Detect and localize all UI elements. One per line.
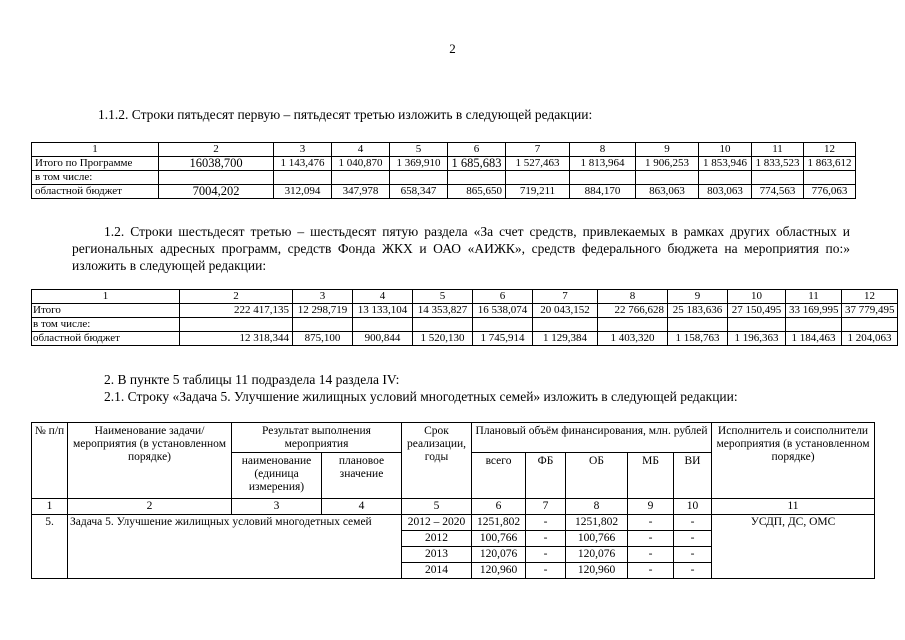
table-cell: 1 833,523 [752, 157, 804, 171]
header-finance: Плановый объём финансирования, млн. рублей [472, 423, 712, 453]
index-cell: 8 [566, 499, 628, 515]
table-cell: 865,650 [448, 185, 506, 199]
table-header-cell: 3 [293, 290, 353, 304]
table-cell: областной бюджет [32, 332, 180, 346]
table-header-cell: 1 [32, 290, 180, 304]
vi-cell: - [674, 547, 712, 563]
table-cell: 1 184,463 [786, 332, 842, 346]
table-header-cell: 5 [413, 290, 473, 304]
table-header-cell: 2 [180, 290, 293, 304]
table-cell: 1 853,946 [699, 157, 752, 171]
mb-cell: - [628, 547, 674, 563]
fb-cell: - [526, 547, 566, 563]
vi-cell: - [674, 563, 712, 579]
table-cell: 658,347 [390, 185, 448, 199]
table-cell: 25 183,636 [668, 304, 728, 318]
table-cell: 14 353,827 [413, 304, 473, 318]
table-header-cell: 11 [752, 143, 804, 157]
table-cell: в том числе: [32, 171, 159, 185]
table-header-cell: 1 [32, 143, 159, 157]
section-2-heading: 2. В пункте 5 таблицы 11 подраздела 14 раздела IV: [104, 372, 400, 387]
table-header-cell: 4 [332, 143, 390, 157]
index-cell: 11 [712, 499, 875, 515]
table-row [32, 332, 898, 346]
fb-cell: - [526, 563, 566, 579]
table-cell: 7004,202 [159, 185, 274, 199]
table-cell: 1 158,763 [668, 332, 728, 346]
index-cell: 1 [32, 499, 68, 515]
table-header-cell: 10 [699, 143, 752, 157]
table-cell: 33 169,995 [786, 304, 842, 318]
header-num: № п/п [32, 423, 68, 499]
table-cell: 1 745,914 [473, 332, 533, 346]
table-header-row [32, 423, 875, 453]
index-cell: 2 [68, 499, 232, 515]
table-cell: 16 538,074 [473, 304, 533, 318]
table-header-cell: 8 [570, 143, 636, 157]
table-row [32, 171, 856, 185]
table-cell: 1 813,964 [570, 157, 636, 171]
header-mb: МБ [628, 453, 674, 499]
table-header-cell: 6 [448, 143, 506, 157]
header-fb: ФБ [526, 453, 566, 499]
table-header-cell: 2 [159, 143, 274, 157]
header-result: Результат выполнения мероприятия [232, 423, 402, 453]
table-cell: 16038,700 [159, 157, 274, 171]
term-cell: 2013 [402, 547, 472, 563]
index-cell: 4 [322, 499, 402, 515]
table-row [32, 185, 856, 199]
table-cell: 27 150,495 [728, 304, 786, 318]
table-header-cell: 11 [786, 290, 842, 304]
table-cell: 1 527,463 [506, 157, 570, 171]
header-task-name: Наименование задачи/мероприятия (в установленном порядке) [68, 423, 232, 499]
header-ob: ОБ [566, 453, 628, 499]
table-cell: 1 040,870 [332, 157, 390, 171]
index-cell: 5 [402, 499, 472, 515]
ob-cell: 120,076 [566, 547, 628, 563]
ob-cell: 100,766 [566, 531, 628, 547]
table-cell: 884,170 [570, 185, 636, 199]
table-row [32, 157, 856, 171]
table-cell: 1 143,476 [274, 157, 332, 171]
table-cell: в том числе: [32, 318, 180, 332]
header-total: всего [472, 453, 526, 499]
header-vi: ВИ [674, 453, 712, 499]
header-result-plan: плановое значение [322, 453, 402, 499]
table-cell: 863,063 [636, 185, 699, 199]
table-header-row [32, 143, 856, 157]
table-row [32, 515, 875, 531]
table-cell: 22 766,628 [598, 304, 668, 318]
index-cell: 10 [674, 499, 712, 515]
header-executors: Исполнитель и соисполнители мероприятия (в установленном порядке) [712, 423, 875, 499]
table-header-cell: 3 [274, 143, 332, 157]
table-cell: 12 318,344 [180, 332, 293, 346]
table-cell: 347,978 [332, 185, 390, 199]
table-cell: 1 520,130 [413, 332, 473, 346]
table-header-row [32, 290, 898, 304]
table-header-cell: 12 [842, 290, 898, 304]
term-cell: 2012 [402, 531, 472, 547]
mb-cell: - [628, 531, 674, 547]
index-cell: 3 [232, 499, 322, 515]
table-cell: 774,563 [752, 185, 804, 199]
page-number: 2 [449, 41, 456, 56]
total-cell: 120,960 [472, 563, 526, 579]
mb-cell: - [628, 563, 674, 579]
table-cell: 1 863,612 [804, 157, 856, 171]
table-row [32, 318, 898, 332]
vi-cell: - [674, 515, 712, 531]
header-term: Срок реализации, годы [402, 423, 472, 499]
total-cell: 120,076 [472, 547, 526, 563]
table-row [32, 304, 898, 318]
table-cell: 776,063 [804, 185, 856, 199]
table-cell: 20 043,152 [533, 304, 598, 318]
vi-cell: - [674, 531, 712, 547]
total-cell: 100,766 [472, 531, 526, 547]
index-cell: 7 [526, 499, 566, 515]
row-number: 5. [32, 515, 68, 579]
table-cell: 1 369,910 [390, 157, 448, 171]
table-header-cell: 8 [598, 290, 668, 304]
table-cell: Итого [32, 304, 180, 318]
table-cell: 875,100 [293, 332, 353, 346]
table-cell: Итого по Программе [32, 157, 159, 171]
table-cell: 12 298,719 [293, 304, 353, 318]
header-result-name: наименование (единица измерения) [232, 453, 322, 499]
table-header-cell: 9 [668, 290, 728, 304]
table-cell: 1 129,384 [533, 332, 598, 346]
table-cell: 1 204,063 [842, 332, 898, 346]
term-cell: 2014 [402, 563, 472, 579]
table-header-cell: 5 [390, 143, 448, 157]
table-header-cell: 7 [533, 290, 598, 304]
index-cell: 6 [472, 499, 526, 515]
table-header-cell: 4 [353, 290, 413, 304]
ob-cell: 1251,802 [566, 515, 628, 531]
section-2-1-heading: 2.1. Строку «Задача 5. Улучшение жилищных условий многодетных семей» изложить в следующей редакции: [104, 389, 738, 404]
section-1-1-2-heading: 1.1.2. Строки пятьдесят первую – пятьдесят третью изложить в следующей редакции: [98, 107, 593, 122]
table-cell: 719,211 [506, 185, 570, 199]
table-header-cell: 12 [804, 143, 856, 157]
table-header-cell: 9 [636, 143, 699, 157]
term-cell: 2012 – 2020 [402, 515, 472, 531]
table-cell: 13 133,104 [353, 304, 413, 318]
executors-cell: УСДП, ДС, ОМС [712, 515, 875, 579]
table-cell: 222 417,135 [180, 304, 293, 318]
ob-cell: 120,960 [566, 563, 628, 579]
table-cell: 37 779,495 [842, 304, 898, 318]
table-cell: 803,063 [699, 185, 752, 199]
table-cell: 900,844 [353, 332, 413, 346]
table-header-cell: 6 [473, 290, 533, 304]
table-header-cell: 7 [506, 143, 570, 157]
table-regional-programs [31, 289, 898, 346]
table-cell: областной бюджет [32, 185, 159, 199]
fb-cell: - [526, 531, 566, 547]
fb-cell: - [526, 515, 566, 531]
table-cell: 1 403,320 [598, 332, 668, 346]
table-cell: 312,094 [274, 185, 332, 199]
section-1-2-paragraph: 1.2. Строки шестьдесят третью – шестьдесят пятую раздела «За счет средств, привлекаемых в рамках других областных и региональных адресных программ, средств Фонда ЖКХ и ОАО «АИЖК», средств федерального бюджета на мероприятия по:» изложить в следующей редакции: [72, 224, 850, 273]
mb-cell: - [628, 515, 674, 531]
table-index-row [32, 499, 875, 515]
total-cell: 1251,802 [472, 515, 526, 531]
index-cell: 9 [628, 499, 674, 515]
table-cell: 1 196,363 [728, 332, 786, 346]
table-cell: 1 685,683 [448, 157, 506, 171]
table-task-5 [31, 422, 875, 579]
task-title: Задача 5. Улучшение жилищных условий многодетных семей [68, 515, 402, 579]
table-header-cell: 10 [728, 290, 786, 304]
table-program-totals [31, 142, 856, 199]
table-cell: 1 906,253 [636, 157, 699, 171]
